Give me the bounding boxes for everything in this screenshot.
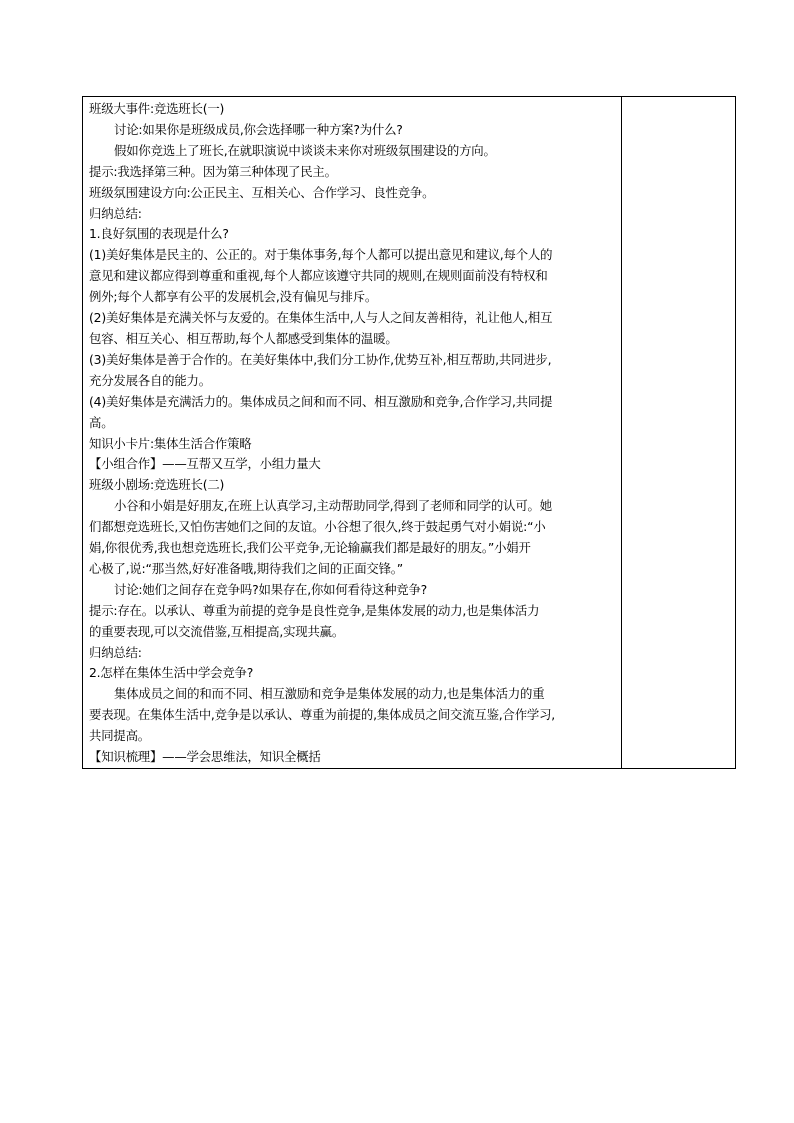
lesson-table <box>82 96 736 769</box>
question-heading: 2.怎样在集体生活中学会竞争? <box>89 665 254 681</box>
hint-line: 提示:存在。以承认、尊重为前提的竞争是良性竞争,是集体发展的动力,也是集体活力 <box>89 602 540 618</box>
body-line: 充分发展各自的能力。 <box>89 372 211 388</box>
body-line: 高。 <box>89 414 114 430</box>
story-line: 小谷和小娟是好朋友,在班上认真学习,主动帮助同学,得到了老师和同学的认可。她 <box>114 498 552 514</box>
hint-line: 提示:我选择第三种。因为第三种体现了民主。 <box>89 163 337 179</box>
body-line: 意见和建议都应得到尊重和重视,每个人都应该遵守共同的规则,在规则面前没有特权和 <box>89 268 548 284</box>
body-line: 包容、相互关心、相互帮助,每个人都感受到集体的温暖。 <box>89 330 398 346</box>
body-line: (3)美好集体是善于合作的。在美好集体中,我们分工协作,优势互补,相互帮助,共同进步, <box>89 351 552 367</box>
lesson-content-cell <box>83 97 622 769</box>
story-line: 心极了,说:“那当然,好好准备哦,期待我们之间的正面交锋。” <box>89 560 404 576</box>
hint-line: 的重要表现,可以交流借鉴,互相提高,实现共赢。 <box>89 623 345 639</box>
card-line: 【知识梳理】——学会思维法，知识全概括 <box>89 749 321 765</box>
body-line: 例外;每个人都享有公平的发展机会,没有偏见与排斥。 <box>89 289 378 305</box>
lesson-content <box>83 97 621 768</box>
notes-cell <box>622 97 736 769</box>
body-line: (4)美好集体是充满活力的。集体成员之间和而不同、相互激励和竞争,合作学习,共同提 <box>89 393 553 409</box>
summary-heading: 归纳总结: <box>89 205 142 221</box>
direction-line: 班级氛围建设方向:公正民主、互相关心、合作学习、良性竞争。 <box>89 184 435 200</box>
section-heading: 班级大事件:竞选班长(一) <box>89 101 225 116</box>
prompt-line: 假如你竞选上了班长,在就职演说中谈谈未来你对班级氛围建设的方向。 <box>114 142 496 158</box>
story-line: 娟,你很优秀,我也想竞选班长,我们公平竞争,无论输赢我们都是最好的朋友。”小娟开 <box>89 540 531 556</box>
body-line: (2)美好集体是充满关怀与友爱的。在集体生活中,人与人之间友善相待，礼让他人,相互 <box>89 310 553 326</box>
card-heading: 知识小卡片:集体生活合作策略 <box>89 435 252 451</box>
section-heading: 班级小剧场:竞选班长(二) <box>89 477 225 493</box>
body-line: (1)美好集体是民主的、公正的。对于集体事务,每个人都可以提出意见和建议,每个人的 <box>89 247 553 263</box>
body-line: 共同提高。 <box>89 728 150 744</box>
discussion-line: 讨论:如果你是班级成员,你会选择哪一种方案?为什么? <box>114 121 403 137</box>
discussion-line: 讨论:她们之间存在竞争吗?如果存在,你如何看待这种竞争? <box>114 581 428 597</box>
body-line: 集体成员之间的和而不同、相互激励和竞争是集体发展的动力,也是集体活力的重 <box>114 686 545 702</box>
story-line: 们都想竞选班长,又怕伤害她们之间的友谊。小谷想了很久,终于鼓起勇气对小娟说:“小 <box>89 519 546 535</box>
card-line: 【小组合作】——互帮又互学，小组力量大 <box>89 456 321 472</box>
body-line: 要表现。在集体生活中,竞争是以承认、尊重为前提的,集体成员之间交流互鉴,合作学习, <box>89 707 556 723</box>
question-heading: 1.良好氛围的表现是什么? <box>89 226 229 242</box>
summary-heading: 归纳总结: <box>89 644 142 660</box>
